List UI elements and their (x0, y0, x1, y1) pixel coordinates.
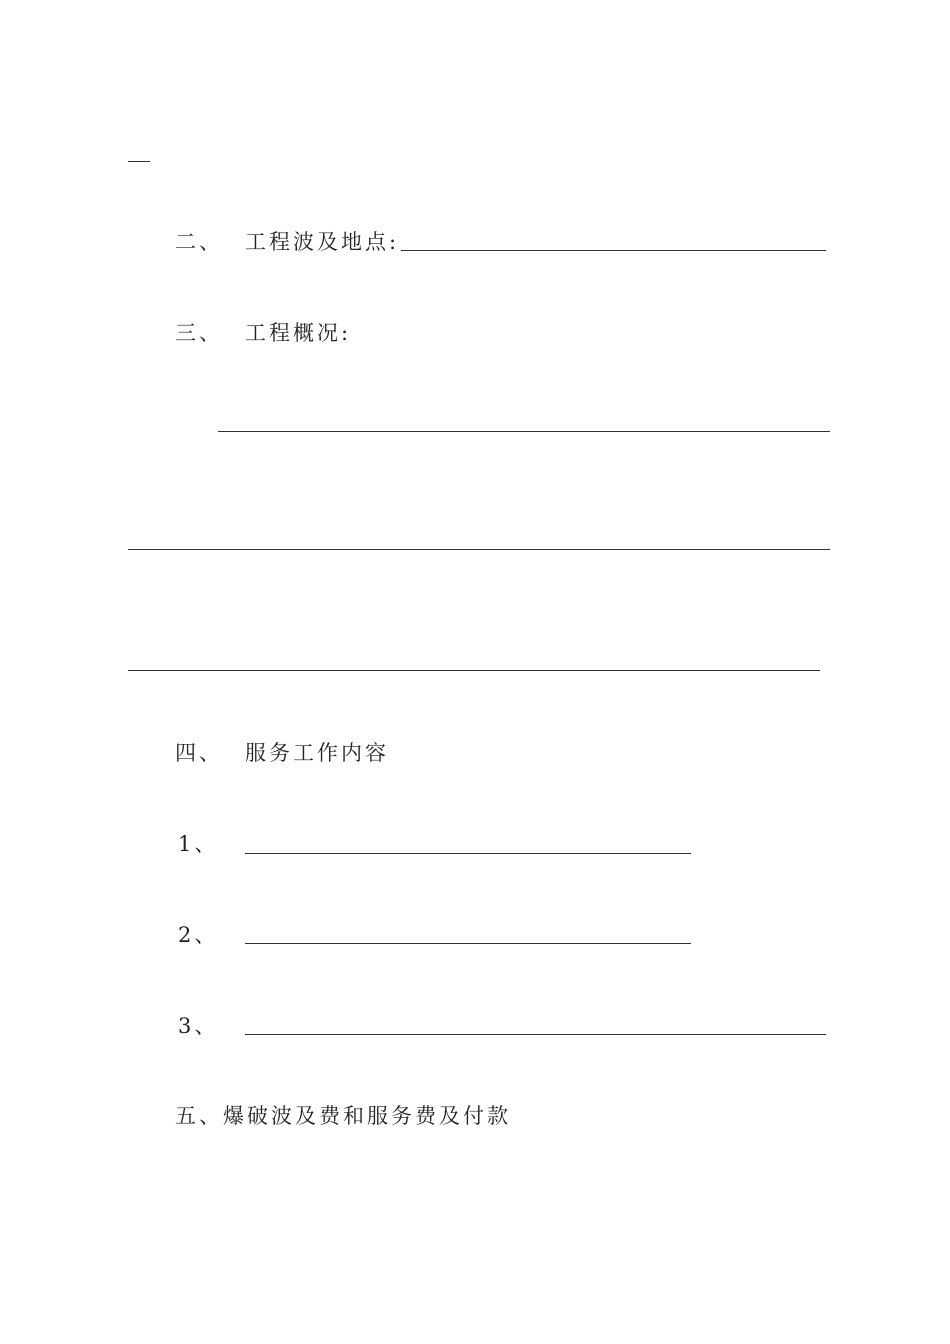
section-3-number: 三、 (175, 321, 223, 345)
project-location-blank[interactable] (401, 250, 826, 251)
service-item-3-number: 3、 (178, 1014, 219, 1038)
section-4-label: 服务工作内容 (245, 741, 389, 765)
service-item-1-number: 1、 (178, 832, 219, 856)
service-item-1-blank[interactable] (245, 853, 691, 854)
service-item-3-blank[interactable] (245, 1034, 826, 1035)
section-2-label: 工程波及地点: (245, 230, 400, 254)
section-2-number: 二、 (175, 230, 223, 254)
project-overview-blank-3[interactable] (128, 670, 820, 671)
service-item-2-blank[interactable] (245, 943, 691, 944)
project-overview-blank-2[interactable] (128, 549, 830, 550)
project-overview-blank-1[interactable] (218, 431, 830, 432)
section-3-label: 工程概况: (245, 321, 352, 345)
section-5-heading: 五、爆破波及费和服务费及付款 (175, 1104, 511, 1128)
section-4-number: 四、 (175, 741, 223, 765)
top-dash-rule (128, 161, 150, 162)
service-item-2-number: 2、 (178, 923, 219, 947)
